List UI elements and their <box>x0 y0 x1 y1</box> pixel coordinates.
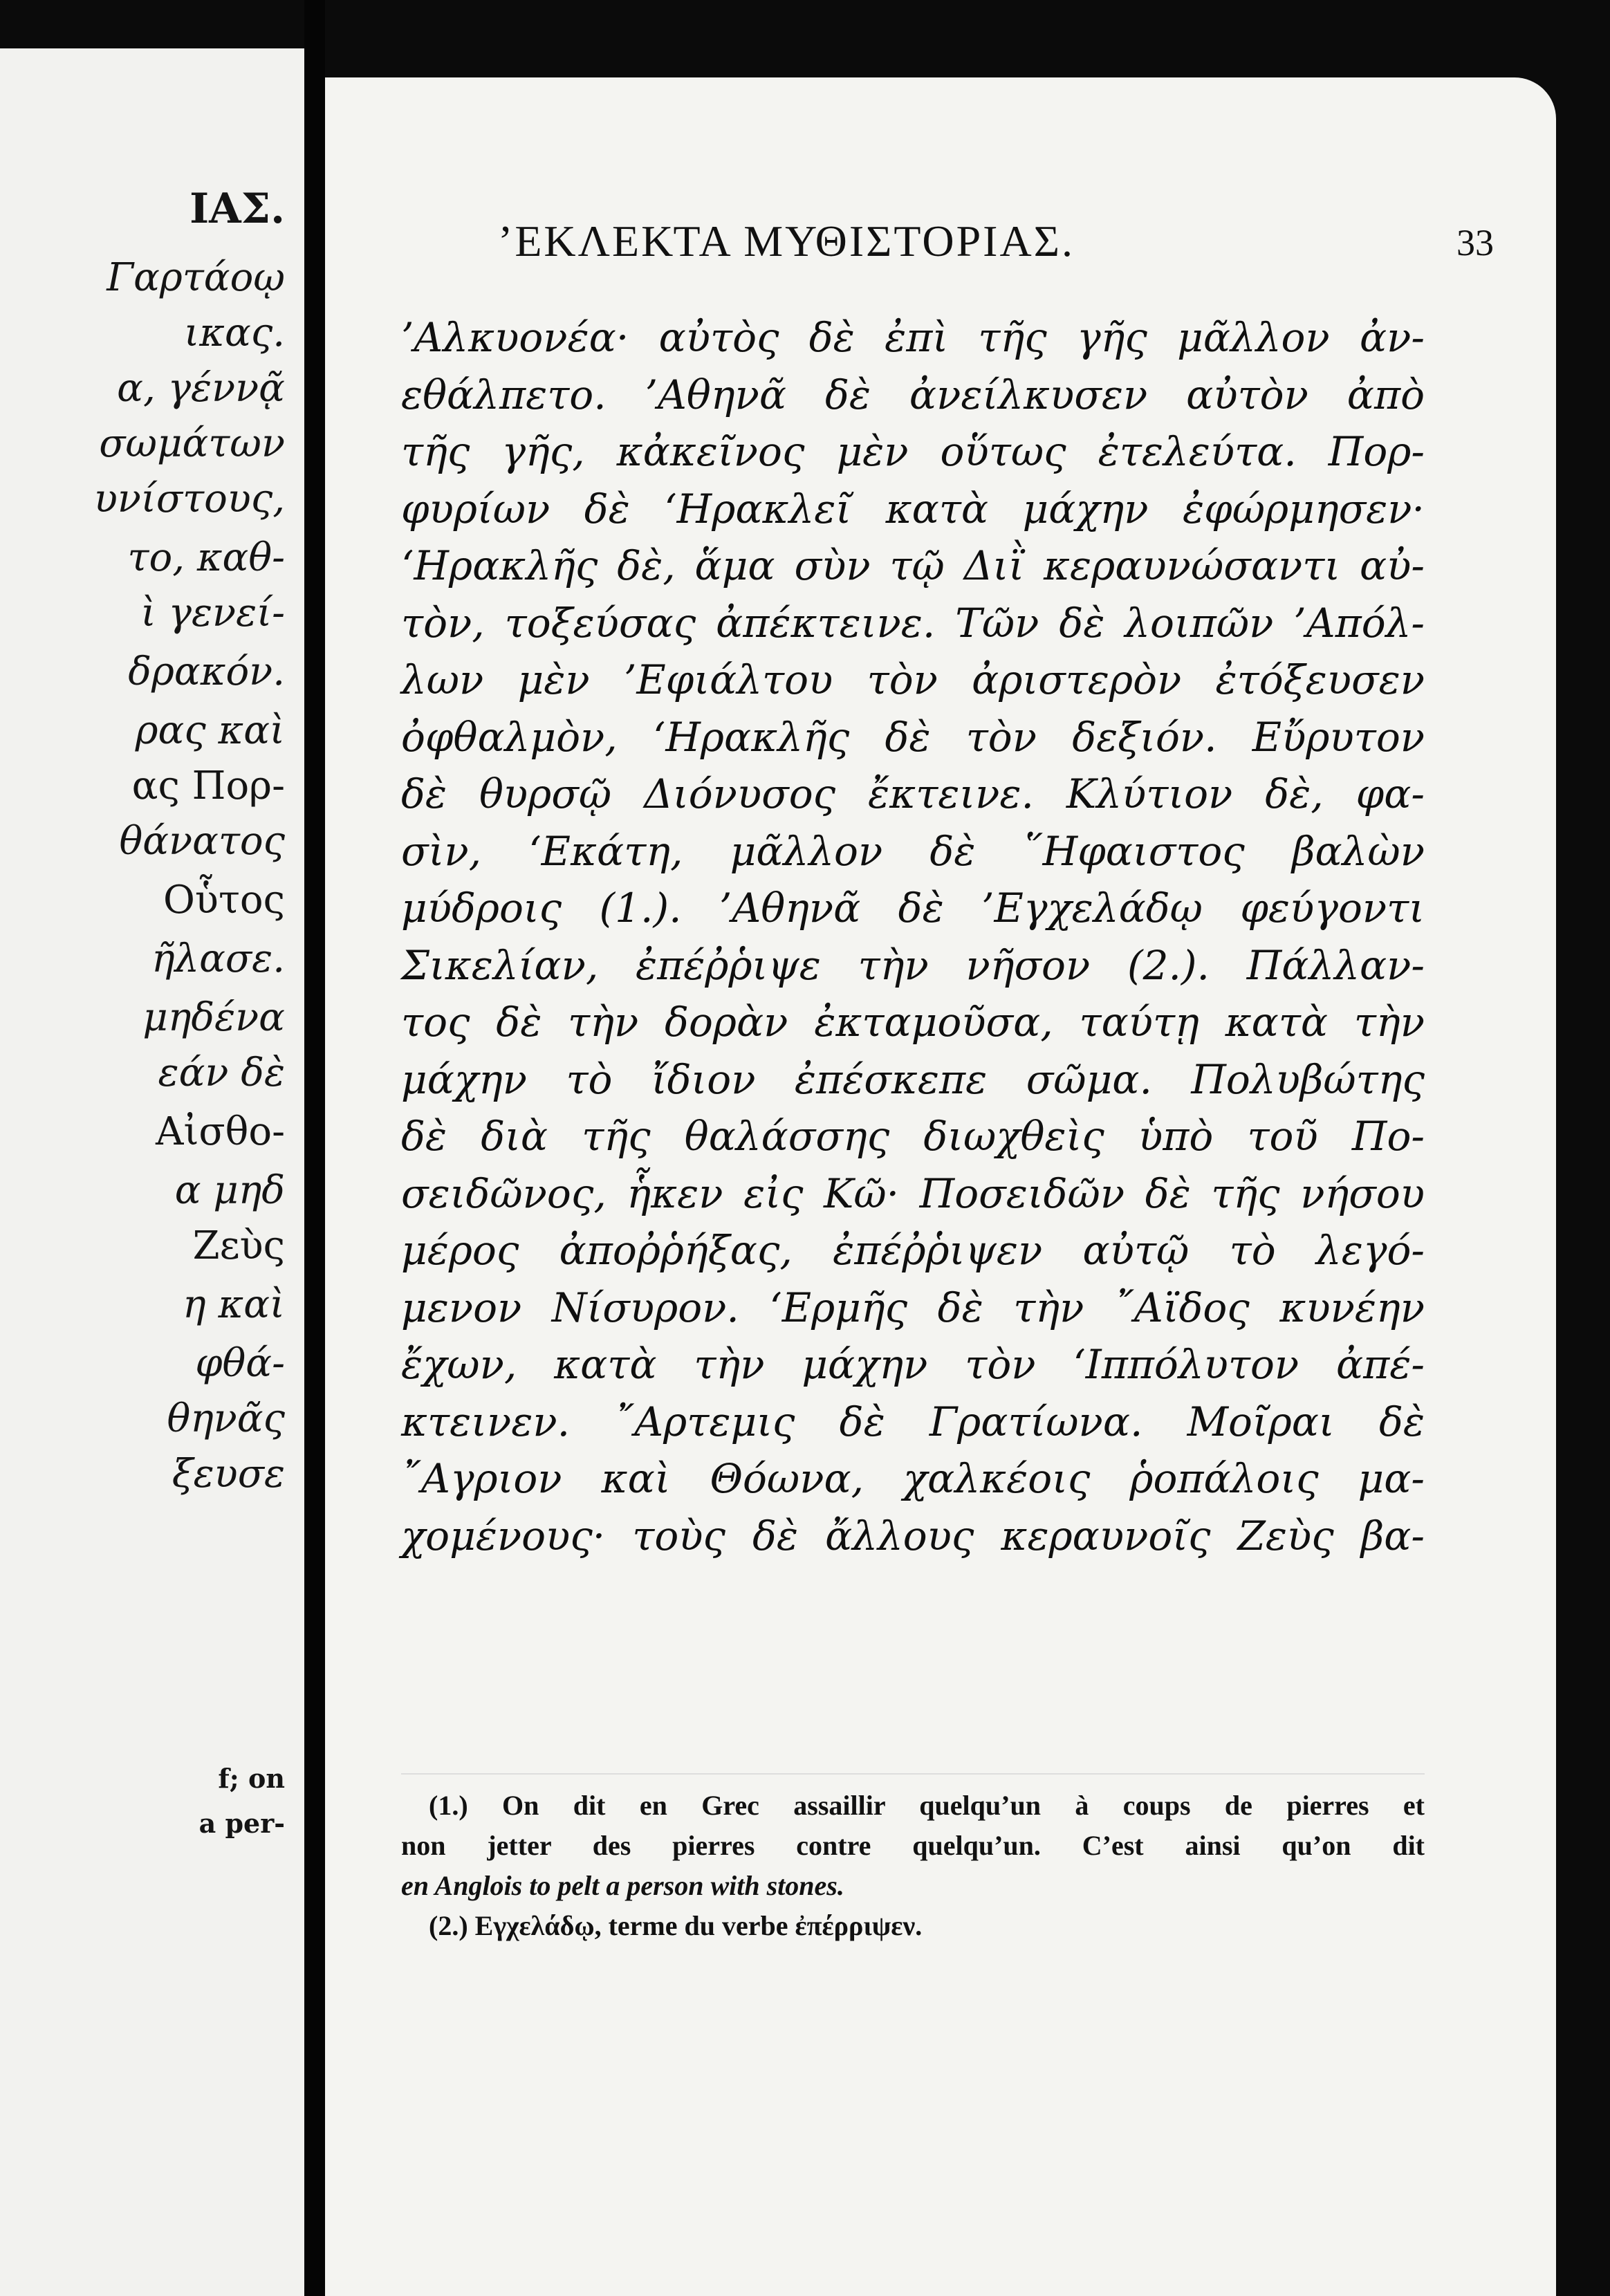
footnote-line: (2.) Εγχελάδῳ, terme du verbe ἐπέρριψεν. <box>429 1910 923 1941</box>
left-line: Ζεὺς <box>192 1223 285 1268</box>
page-header <box>498 216 1494 271</box>
text-line: μέρος ἀποῤῥήξας, ἐπέῤῥιψεν αὐτῷ τὸ λεγό- <box>401 1227 1425 1274</box>
left-line: α μηδ <box>174 1168 285 1213</box>
left-line: θηνᾶς <box>167 1396 285 1441</box>
text-line: δὲ διὰ τῆς θαλάσσης διωχθεὶς ὑπὸ τοῦ Πο- <box>401 1113 1425 1160</box>
left-line: ῆλασε. <box>151 936 285 981</box>
text-line: τὸν, τοξεύσας ἀπέκτεινε. Τῶν δὲ λοιπῶν ’Απόλ- <box>401 599 1425 647</box>
running-title: ’ΕΚΛΕΚΤΑ ΜΥΘΙΣΤΟΡΙΑΣ. <box>498 216 1075 266</box>
left-line: φθά- <box>195 1341 285 1386</box>
text-line: ’Αλκυονέα· αὐτὸς δὲ ἐπὶ τῆς γῆς μᾶλλον ἀν- <box>401 314 1425 361</box>
footnotes <box>401 1786 1425 1946</box>
left-line: Αἰσθο- <box>156 1109 285 1154</box>
text-line: τῆς γῆς, κἀκεῖνος μὲν οὕτως ἐτελεύτα. Πορ- <box>401 428 1425 475</box>
left-line: ξευσε <box>172 1452 285 1497</box>
text-line: λων μὲν ’Εφιάλτου τὸν ἀριστερὸν ἐτόξευσεν <box>401 656 1425 703</box>
left-page-fragment <box>0 48 304 2296</box>
left-line: ὶ γενεί- <box>140 591 285 636</box>
left-line: ρας καὶ <box>135 708 285 753</box>
left-line: θάνατος <box>119 819 285 864</box>
text-line: δὲ θυρσῷ Διόνυσος ἔκτεινε. Κλύτιον δὲ, φα- <box>401 770 1425 817</box>
left-line: α, γέννᾷ <box>117 366 285 411</box>
left-line: υνίστους, <box>93 476 285 521</box>
left-line: εάν δὲ <box>158 1050 285 1095</box>
left-line: μηδένα <box>142 995 285 1040</box>
left-line: Οὗτος <box>163 878 285 923</box>
text-line: εθάλπετο. ’Αθηνᾶ δὲ ἀνείλκυσεν αὐτὸν ἀπὸ <box>401 371 1425 418</box>
left-line: δρακόν. <box>128 649 285 694</box>
text-line: σειδῶνος, ἧκεν εἰς Κῶ· Ποσειδῶν δὲ τῆς νήσου <box>401 1169 1425 1217</box>
left-line: Γαρτάοῳ <box>107 255 285 300</box>
left-footnote-line: a per- <box>198 1808 285 1839</box>
text-line: ‘Ηρακλῆς δὲ, ἅμα σὺν τῷ Διῒ κεραυνώσαντι αὐ- <box>401 542 1425 589</box>
text-line: ἔχων, κατὰ τὴν μάχην τὸν ‘Ιππόλυτον ἀπέ- <box>401 1341 1425 1388</box>
left-line: η καὶ <box>183 1282 285 1327</box>
footnote-line: non jetter des pierres contre quelqu’un. C’est ainsi qu’on dit <box>401 1830 1425 1861</box>
text-line: μάχην τὸ ἴδιον ἐπέσκεπε σῶμα. Πολυβώτης <box>401 1055 1425 1103</box>
left-line: το, καθ- <box>127 535 285 580</box>
left-line: ικας. <box>184 311 285 355</box>
page-number: 33 <box>1456 222 1494 263</box>
footnote-divider <box>401 1773 1425 1775</box>
footnote-line: (1.) On dit en Grec assaillir quelqu’un à coups de pierres et <box>429 1790 1425 1821</box>
text-line: κτεινεν. ῎Αρτεμις δὲ Γρατίωνα. Μοῖραι δὲ <box>401 1398 1425 1445</box>
left-footnote-line: f; on <box>218 1763 285 1794</box>
text-line: σὶν, ‘Εκάτη, μᾶλλον δὲ ῞Ηφαιστος βαλὼν <box>401 827 1425 875</box>
left-running-title: ΙΑΣ. <box>189 185 285 233</box>
text-line: μύδροις (1.). ’Αθηνᾶ δὲ ’Εγχελάδῳ φεύγοντι <box>401 885 1425 932</box>
text-line: Σικελίαν, ἐπέῤῥιψε τὴν νῆσον (2.). Πάλλαν- <box>401 941 1425 989</box>
text-line: φυρίων δὲ ‘Ηρακλεῖ κατὰ μάχην ἐφώρμησεν· <box>401 485 1425 533</box>
text-line: ῎Αγριον καὶ Θόωνα, χαλκέοις ῥοπάλοις μα- <box>401 1455 1425 1502</box>
text-line: ὀφθαλμὸν, ‘Ηρακλῆς δὲ τὸν δεξιόν. Εὔρυτον <box>401 713 1425 761</box>
left-line: ας Πορ- <box>131 763 285 808</box>
footnote-line: en Anglois to pelt a person with stones. <box>401 1870 844 1901</box>
page-gutter <box>304 0 325 2296</box>
text-line: τος δὲ τὴν δορὰν ἐκταμοῦσα, ταύτῃ κατὰ τὴν <box>401 999 1425 1046</box>
right-page <box>325 77 1556 2296</box>
text-line: μενον Νίσυρον. ‘Ερμῆς δὲ τὴν ῎Αϊδος κυνέην <box>401 1284 1425 1331</box>
text-line: χομένους· τοὺς δὲ ἄλλους κεραυνοῖς Ζεὺς βα- <box>401 1512 1425 1559</box>
greek-body-text <box>401 309 1425 1564</box>
left-line: σωμάτων <box>99 421 285 466</box>
